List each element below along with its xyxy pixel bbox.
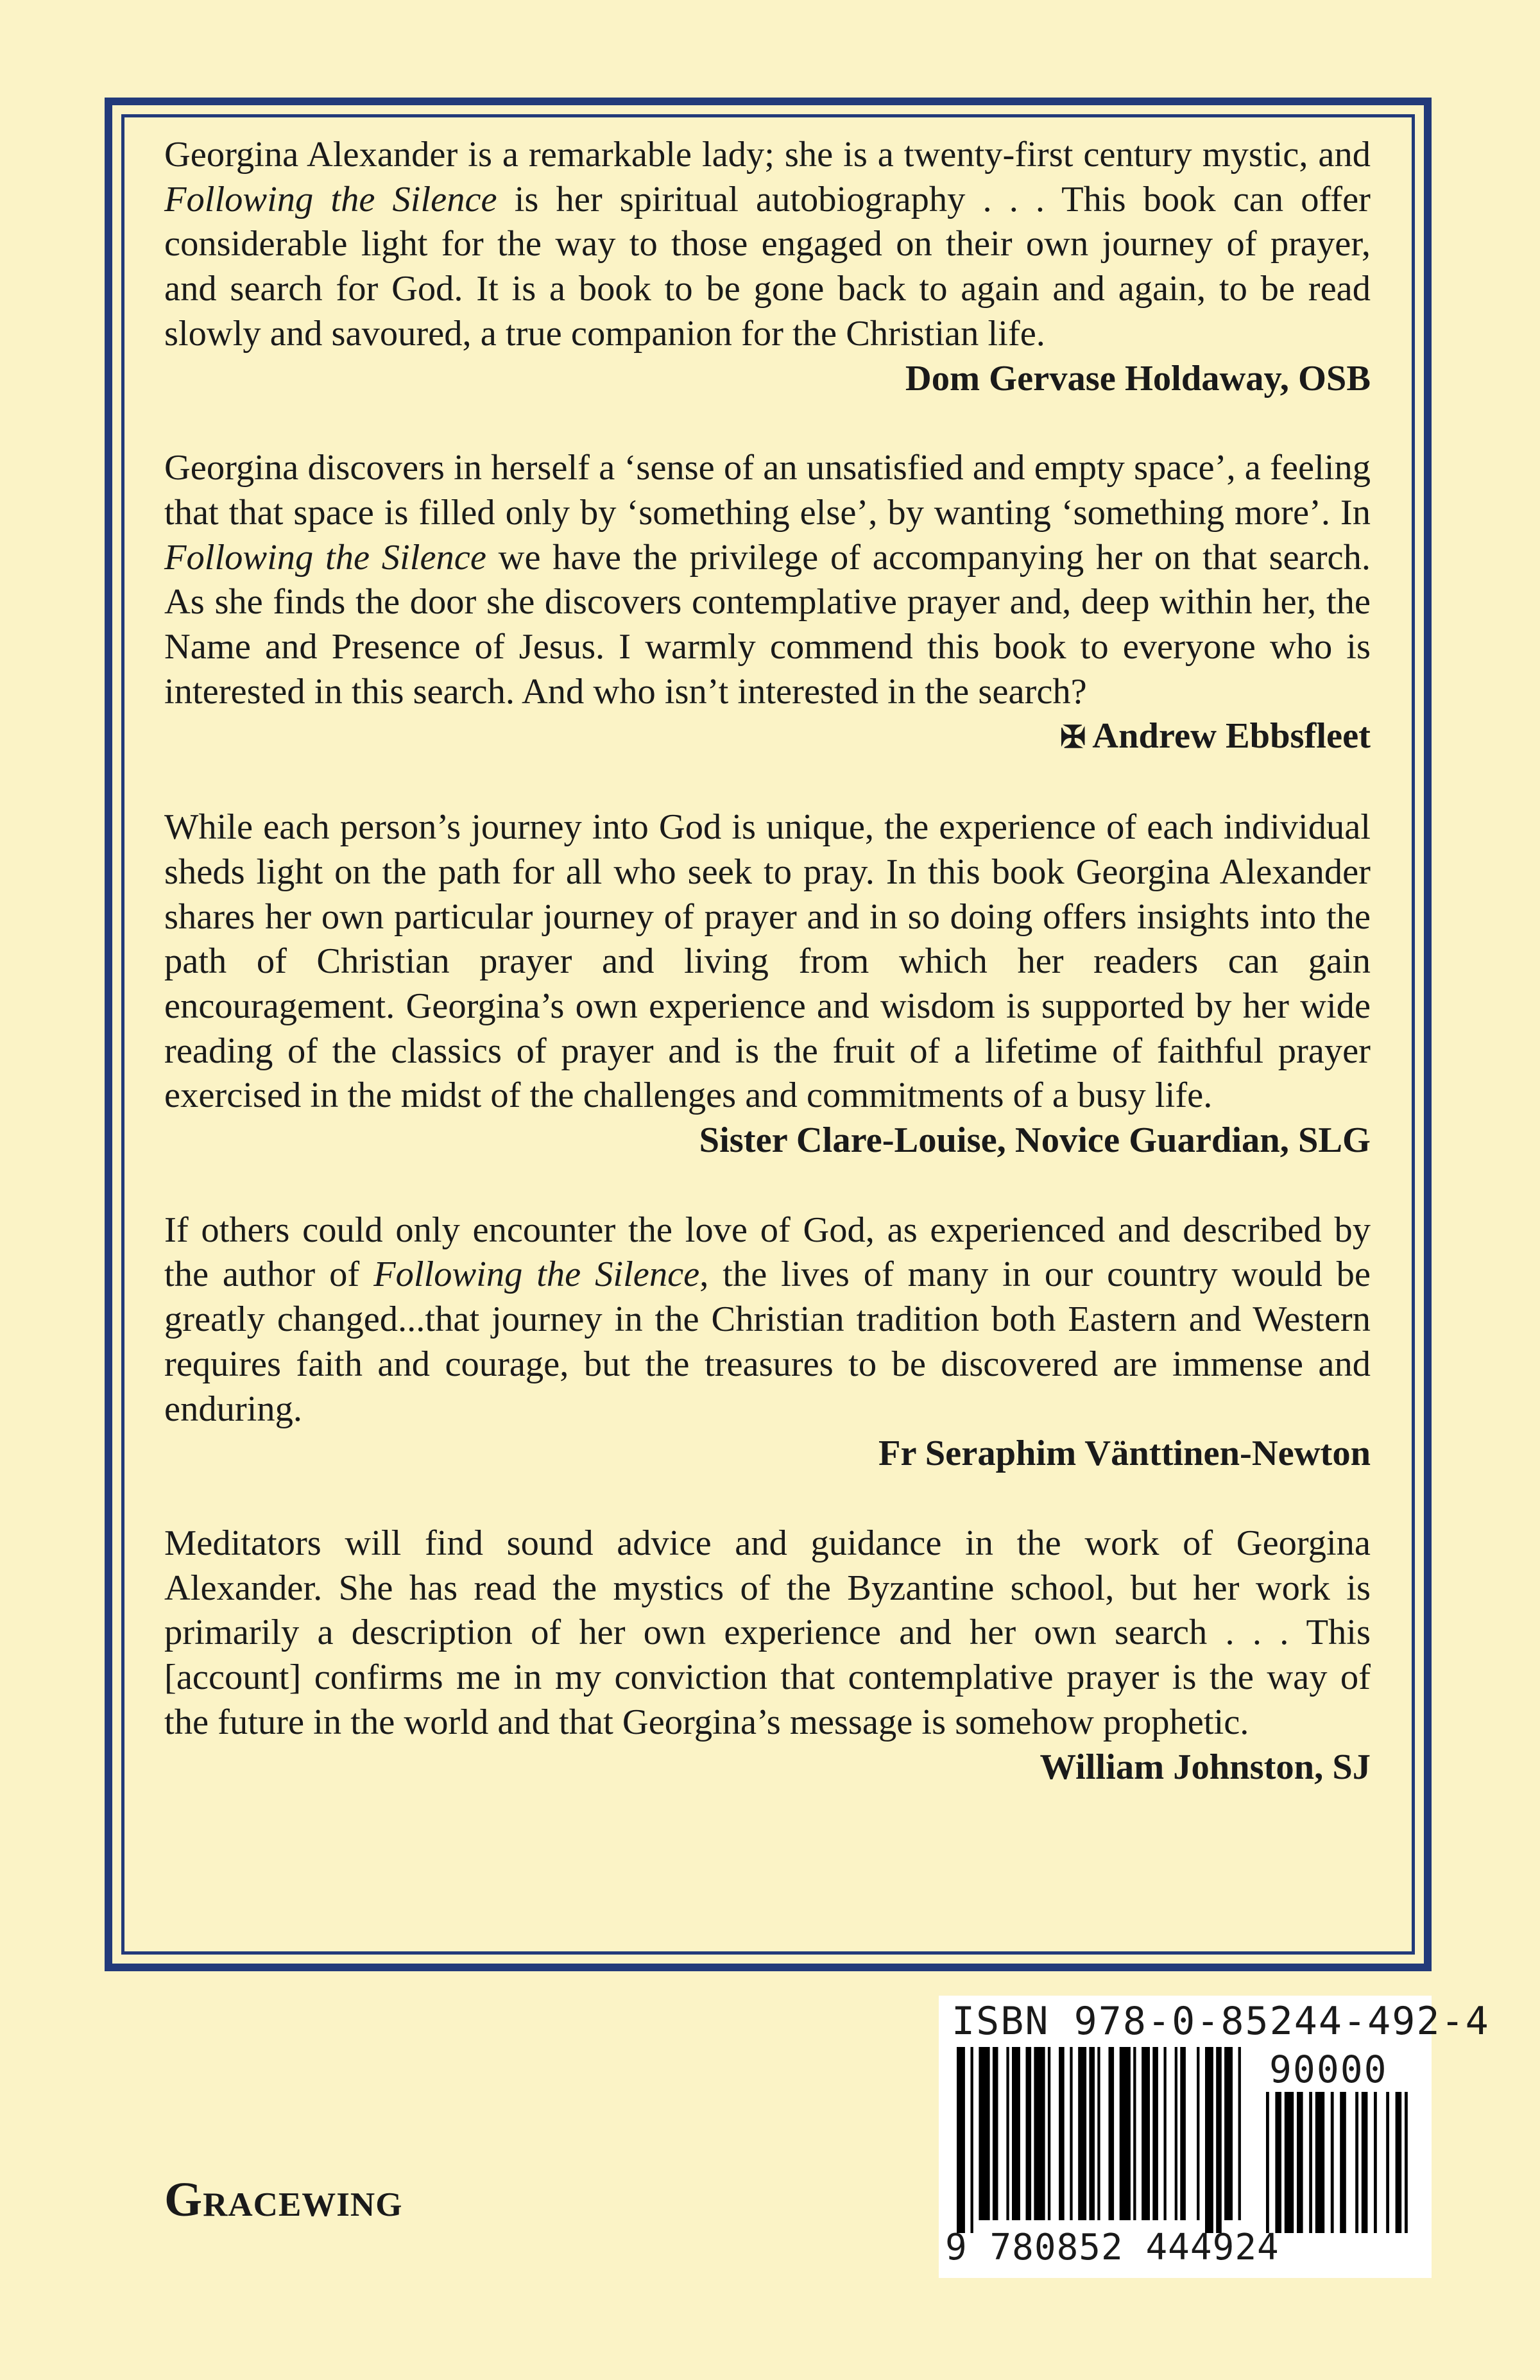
endorsement-text: While each person’s journey into God is unique, the experience of each individual sheds light on the path for all who seek to pray. In this book Georgina Alexander shares her own particular journey of prayer and in so doing offers insights into the path of Christian prayer and living from which her readers can gain encouragement. Georgina’s own experience and wisdom is supported by her wide reading of the classics of prayer and is the fruit of a lifetime of faithful prayer exercised in the midst of the challenges and commitments of a busy life. bbox=[164, 807, 1371, 1116]
price-code: 90000 bbox=[1269, 2048, 1388, 2091]
isbn-label: ISBN 978-0-85244-492-4 bbox=[952, 1999, 1490, 2044]
book-title: Following the Silence bbox=[164, 537, 486, 578]
endorsement-text: If others could only encounter the love of God, as experienced and described by the author of Following the Silence, the lives of many in our country would be greatly changed...that journey in the Christian tradition both Eastern and Western requires faith and courage, but the treasures to be discovered are immense and enduring. bbox=[164, 1210, 1371, 1429]
book-title: Following the Silence bbox=[164, 179, 497, 219]
endorsement-attribution: ✠ Andrew Ebbsfleet bbox=[164, 714, 1371, 760]
endorsement-attribution: Fr Seraphim Vänttinen-Newton bbox=[878, 1434, 1371, 1474]
endorsement-text: Meditators will find sound advice and guidance in the work of Georgina Alexander. She has read the mystics of the Byzantine school, but her work is primarily a description of her own experience and her own search . . . This [account] confirms me in my conviction that contemplative prayer is the way of the future in the world and that Georgina’s message is somehow prophetic. bbox=[164, 1523, 1371, 1742]
endorsement-text: Georgina discovers in herself a ‘sense of an unsatisfied and empty space’, a feeling that that space is filled only by ‘something else’, by wanting ‘something more’. In Following the Silence we have the privilege of accompanying her on that search. As she finds the door she discovers contemplative prayer and, deep within her, the Name and Presence of Jesus. I warmly commend this book to everyone who is interested in this search. And who isn’t interested in the search? bbox=[164, 448, 1371, 712]
bishop-cross-icon: ✠ bbox=[1060, 721, 1086, 755]
endorsements bbox=[164, 133, 1371, 1790]
publisher-logo: Gracewing bbox=[164, 2173, 403, 2227]
book-title: Following the Silence bbox=[373, 1254, 700, 1295]
endorsement-attribution: William Johnston, SJ bbox=[1040, 1747, 1371, 1787]
endorsement-attribution: Sister Clare-Louise, Novice Guardian, SLG bbox=[699, 1120, 1371, 1161]
barcode-digits: 9 780852 444924 bbox=[945, 2227, 1279, 2268]
endorsement-attribution: Dom Gervase Holdaway, OSB bbox=[905, 358, 1371, 398]
isbn-barcode bbox=[939, 1996, 1490, 2278]
endorsement-text: Georgina Alexander is a remarkable lady; she is a twenty-first century mystic, and Following the Silence is her spiritual autobiography . . . This book can offer considerable light for the way to those engaged on their own journey of prayer, and search for God. It is a book to be gone back to again and again, to be read slowly and savoured, a true companion for the Christian life. bbox=[164, 135, 1371, 354]
